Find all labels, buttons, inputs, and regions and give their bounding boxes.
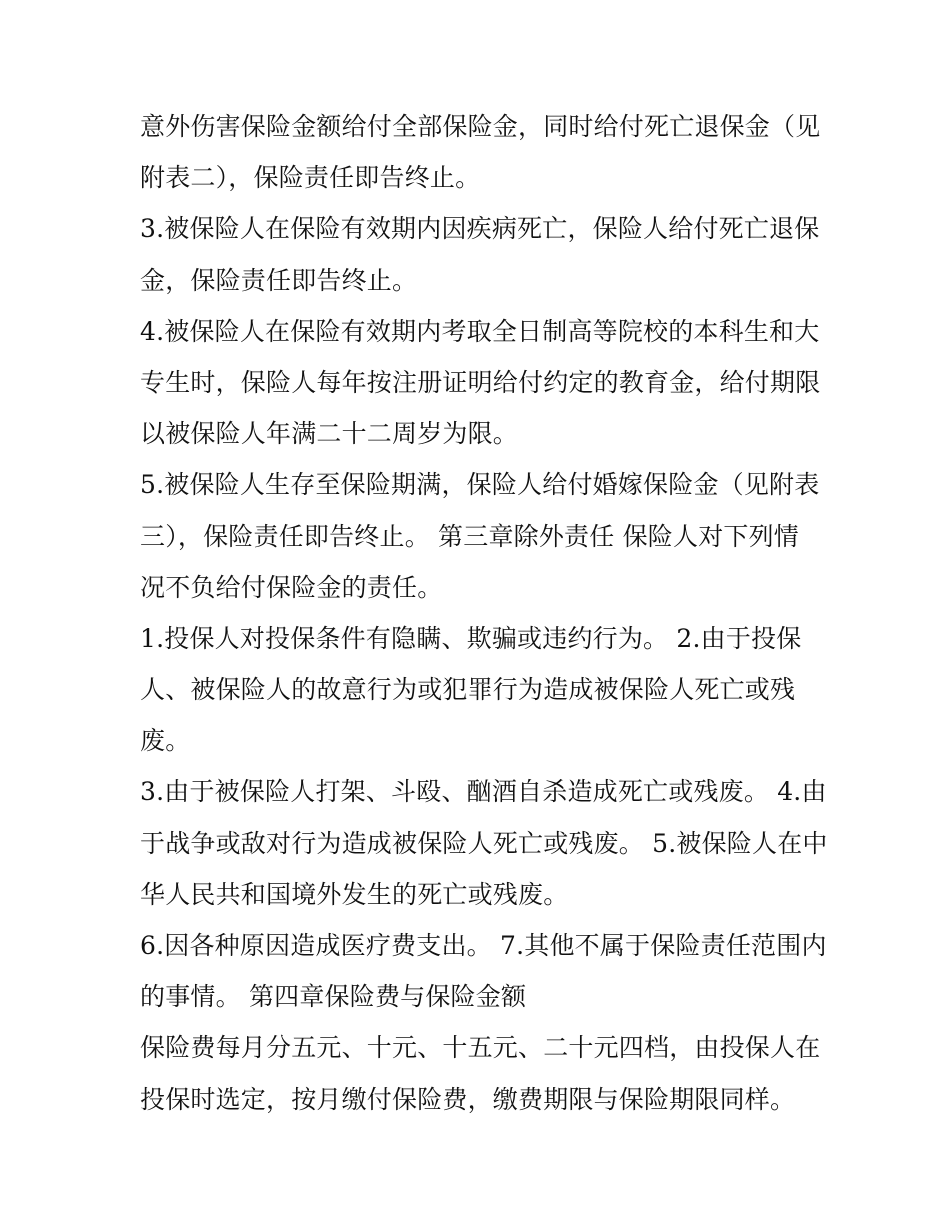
text-line: 的事情。 第四章保险费与保险金额 (140, 982, 527, 1012)
text-line: 于战争或敌对行为造成被保险人死亡或残废。 5.被保险人在中 (140, 828, 828, 858)
text-line: 况不负给付保险金的责任。 (140, 572, 443, 602)
text-line: 投保时选定，按月缴付保险费，缴费期限与保险期限同样。 (140, 1084, 796, 1114)
text-line: 1.投保人对投保条件有隐瞒、欺骗或违约行为。 2.由于投保 (140, 623, 802, 653)
text-line: 6.因各种原因造成医疗费支出。 7.其他不属于保险责任范围内 (140, 931, 827, 960)
text-line: 3.由于被保险人打架、斗殴、酗酒自杀造成死亡或残废。 4.由 (140, 777, 827, 807)
text-line: 5.被保险人生存至保险期满，保险人给付婚嫁保险金（见附表 (140, 470, 820, 500)
text-line: 专生时，保险人每年按注册证明给付约定的教育金，给付期限 (140, 367, 821, 397)
text-line: 3.被保险人在保险有效期内因疾病死亡，保险人给付死亡退保 (140, 214, 820, 244)
text-line: 以被保险人年满二十二周岁为限。 (140, 419, 519, 449)
text-line: 人、被保险人的故意行为或犯罪行为造成被保险人死亡或残 (140, 675, 796, 705)
text-line: 意外伤害保险金额给付全部保险金，同时给付死亡退保金（见 (140, 112, 821, 141)
text-line: 华人民共和国境外发生的死亡或残废。 (140, 879, 569, 909)
text-line: 4.被保险人在保险有效期内考取全日制高等院校的本科生和大 (140, 316, 820, 346)
text-line: 金，保险责任即告终止。 (140, 265, 418, 295)
text-line: 附表二），保险责任即告终止。 (140, 163, 481, 193)
text-line: 保险费每月分五元、十元、十五元、二十元四档，由投保人在 (140, 1033, 821, 1063)
document-body (140, 101, 830, 1125)
text-line: 废。 (140, 726, 191, 756)
text-line: 三），保险责任即告终止。 第三章除外责任 保险人对下列情 (140, 521, 799, 551)
